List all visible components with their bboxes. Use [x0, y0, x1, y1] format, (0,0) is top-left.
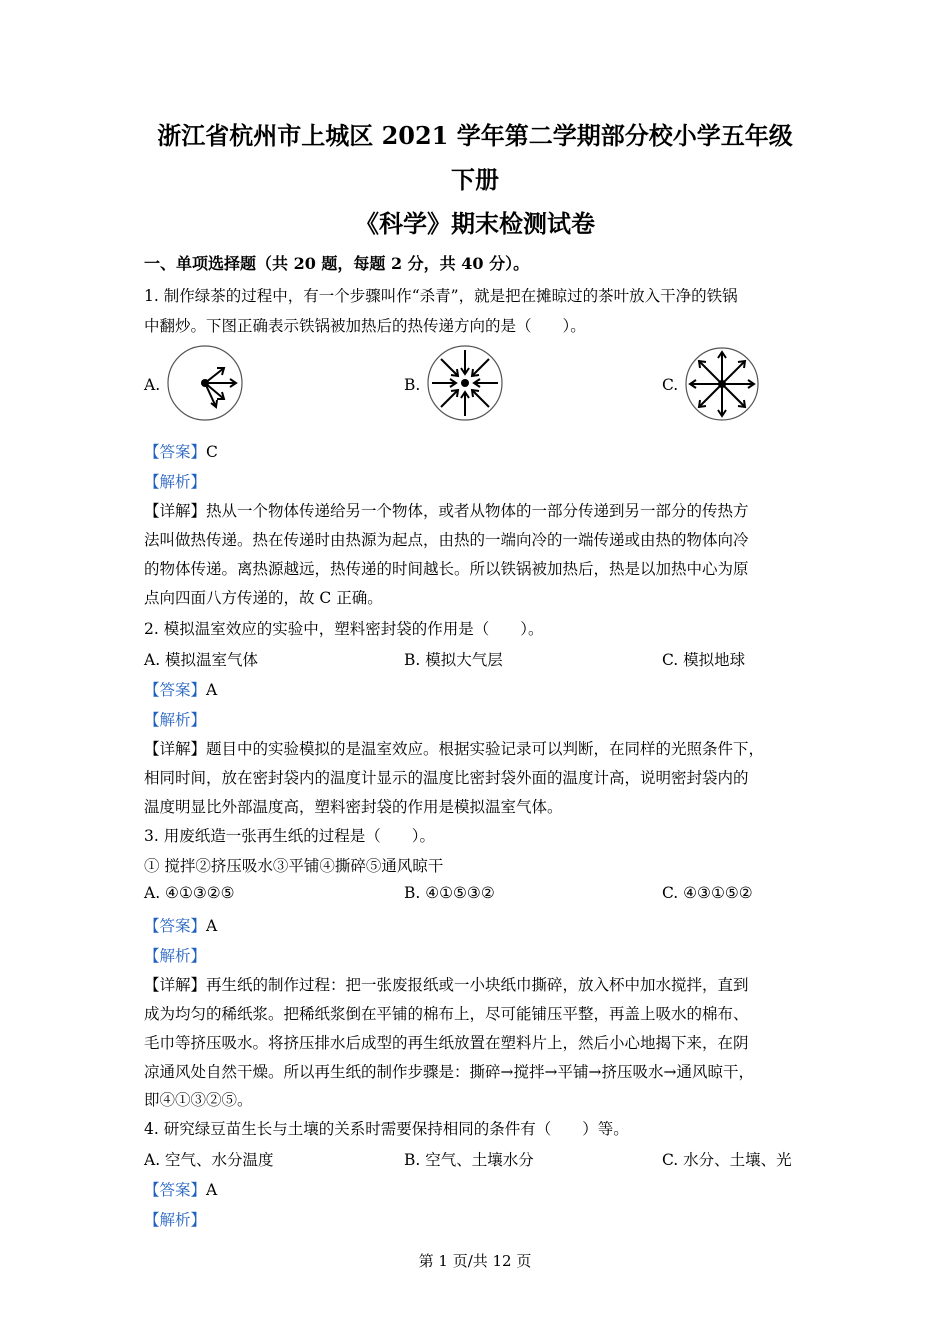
section-heading: 一、单项选择题（共 20 题，每题 2 分，共 40 分）。 — [144, 254, 530, 273]
q4-option-a: A. 空气、水分温度 — [144, 1151, 274, 1169]
q1-analysis-tag: 【解析】 — [144, 473, 207, 491]
q1-option-a-figure — [166, 344, 244, 422]
q2-option-c: C. 模拟地球 — [662, 651, 746, 669]
q3-detail-line-1 — [144, 973, 804, 995]
q4-answer-tag: 【答案】 — [144, 1181, 207, 1199]
q2-analysis-tag: 【解析】 — [144, 711, 207, 729]
q2-option-b: B. 模拟大气层 — [404, 651, 503, 669]
q2-option-a: A. 模拟温室气体 — [144, 651, 259, 669]
q4-answer-value: A — [206, 1181, 218, 1199]
q2-detail-tag: 【详解】 — [144, 740, 207, 758]
q1-stem-line-1: 1. 制作绿茶的过程中，有一个步骤叫作“杀青”，就是把在摊晾过的茶叶放入干净的铁锅 — [144, 287, 738, 305]
q1-answer — [144, 440, 804, 462]
q1-answer-tag: 【答案】 — [144, 443, 207, 461]
q1-detail-line-4: 点向四面八方传递的，故 C 正确。 — [144, 589, 383, 607]
q2-analysis — [144, 708, 804, 730]
q4-analysis-tag: 【解析】 — [144, 1211, 207, 1229]
title-line-1: 浙江省杭州市上城区 2021 学年第二学期部分校小学五年级 — [157, 121, 793, 150]
q3-answer-tag: 【答案】 — [144, 917, 207, 935]
q3-detail-line-5: 即④①③②⑤。 — [144, 1091, 253, 1109]
q1-detail-line-1 — [144, 499, 804, 521]
q1-stem-line-2: 中翻炒。下图正确表示铁锅被加热后的热传递方向的是（ ）。 — [144, 317, 586, 335]
title-line-2: 下册 — [451, 165, 499, 194]
q1-detail-line-3: 的物体传递。离热源越远，热传递的时间越长。所以铁锅被加热后，热是以加热中心为原 — [144, 560, 749, 578]
q3-analysis — [144, 944, 804, 966]
title-line-3: 《科学》期末检测试卷 — [355, 209, 595, 238]
q1-detail-text-1: 热从一个物体传递给另一个物体，或者从物体的一部分传递到另一部分的传热方 — [206, 502, 749, 520]
page-footer: 第 1 页/共 12 页 — [418, 1252, 532, 1270]
q4-option-b: B. 空气、土壤水分 — [404, 1151, 534, 1169]
q2-detail-line-1 — [144, 737, 804, 759]
q1-option-c-label: C. — [662, 376, 679, 394]
q1-option-b-figure — [426, 344, 504, 422]
q2-stem: 2. 模拟温室效应的实验中，塑料密封袋的作用是（ ）。 — [144, 620, 544, 638]
q4-analysis — [144, 1208, 804, 1230]
q3-stem: 3. 用废纸造一张再生纸的过程是（ ）。 — [144, 827, 435, 845]
q1-option-a-label: A. — [144, 376, 161, 394]
q3-detail-line-4: 凉通风处自然干燥。所以再生纸的制作步骤是：撕碎→搅拌→平铺→挤压吸水→通风晾干， — [144, 1063, 754, 1081]
q3-option-c: C. ④③①⑤② — [662, 884, 753, 902]
q2-answer — [144, 678, 804, 700]
q1-answer-value: C — [206, 443, 218, 461]
q3-option-b: B. ④①⑤③② — [404, 884, 495, 902]
q2-detail-line-3: 温度明显比外部温度高，塑料密封袋的作用是模拟温室气体。 — [144, 798, 563, 816]
q4-answer — [144, 1178, 804, 1200]
q3-detail-tag: 【详解】 — [144, 976, 207, 994]
q1-analysis — [144, 470, 804, 492]
q3-detail-text-1: 再生纸的制作过程：把一张废报纸或一小块纸巾撕碎，放入杯中加水搅拌，直到 — [206, 976, 749, 994]
q3-option-a: A. ④①③②⑤ — [144, 884, 235, 902]
q2-answer-value: A — [206, 681, 218, 699]
q3-answer — [144, 914, 804, 936]
q4-stem: 4. 研究绿豆苗生长与土壤的关系时需要保持相同的条件有（ ）等。 — [144, 1120, 629, 1138]
q3-detail-line-2: 成为均匀的稀纸浆。把稀纸浆倒在平铺的棉布上，尽可能铺压平整，再盖上吸水的棉布、 — [144, 1005, 749, 1023]
q1-detail-tag: 【详解】 — [144, 502, 207, 520]
q4-option-c: C. 水分、土壤、光 — [662, 1151, 792, 1169]
q2-detail-line-2: 相同时间，放在密封袋内的温度计显示的温度比密封袋外面的温度计高，说明密封袋内的 — [144, 769, 749, 787]
q3-analysis-tag: 【解析】 — [144, 947, 207, 965]
q2-answer-tag: 【答案】 — [144, 681, 207, 699]
q1-option-b-label: B. — [404, 376, 421, 394]
q1-detail-line-2: 法叫做热传递。热在传递时由热源为起点，由热的一端向冷的一端传递或由热的物体向冷 — [144, 531, 749, 549]
q2-detail-text-1: 题目中的实验模拟的是温室效应。根据实验记录可以判断，在同样的光照条件下， — [206, 740, 765, 758]
q3-steps: ① 搅拌②挤压吸水③平铺④撕碎⑤通风晾干 — [144, 857, 444, 875]
q3-detail-line-3: 毛巾等挤压吸水。将挤压排水后成型的再生纸放置在塑料片上，然后小心地揭下来，在阴 — [144, 1034, 749, 1052]
q3-answer-value: A — [206, 917, 218, 935]
q1-option-c-figure — [684, 346, 760, 422]
